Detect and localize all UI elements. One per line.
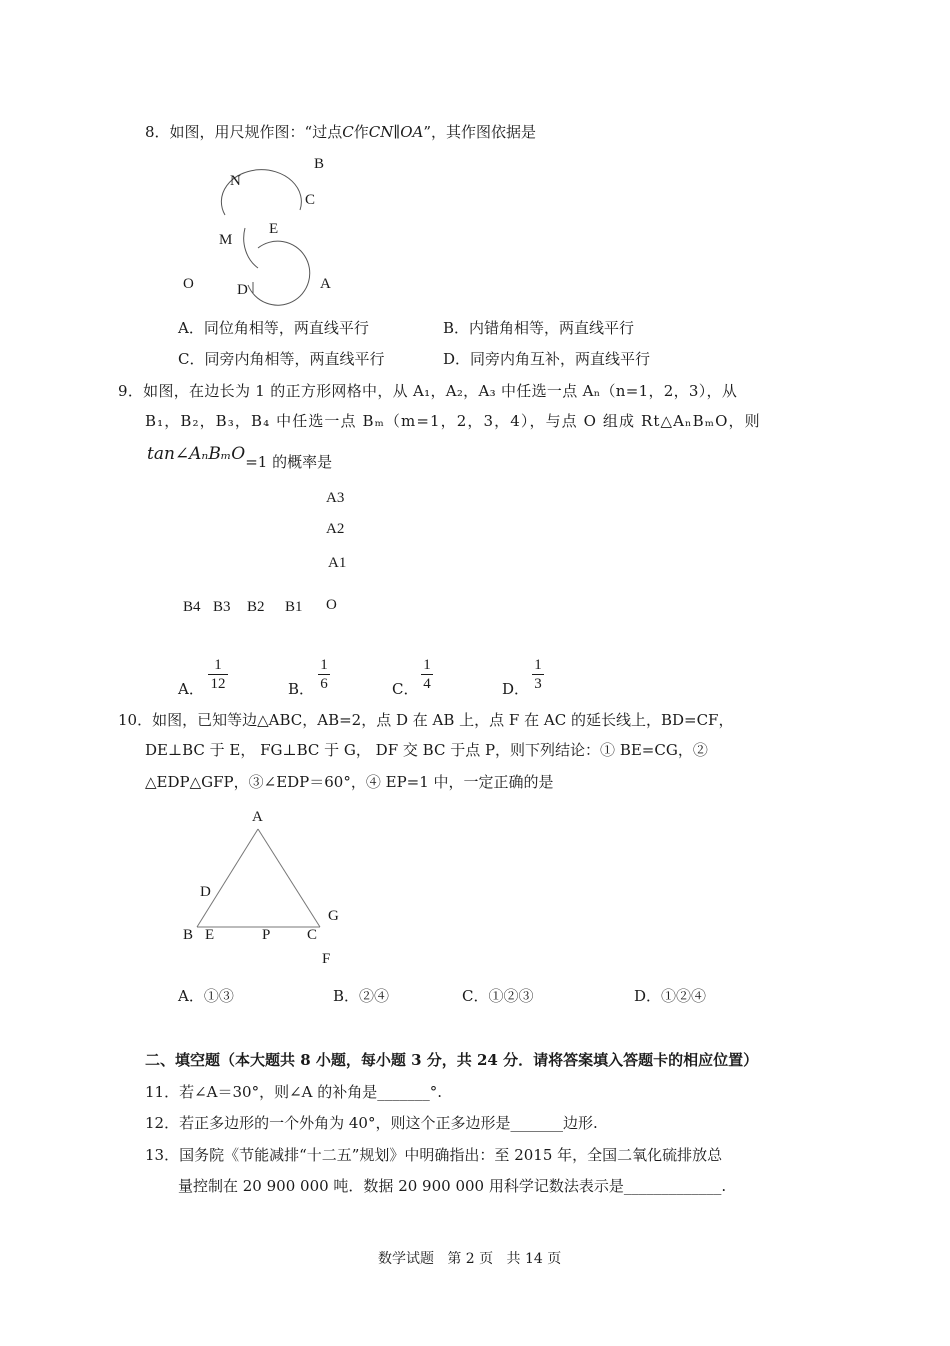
q9-label-A1: A1	[328, 555, 347, 571]
q10-label-D: D	[200, 884, 211, 900]
q8-label-C: C	[305, 192, 316, 208]
q8-option-b: B．内错角相等，两直线平行	[443, 319, 635, 337]
page-footer: 数学试题 第 2 页 共 14 页	[378, 1251, 562, 1267]
section2-heading: 二、填空题（本大题共 8 小题，每小题 3 分，共 24 分．请将答案填入答题卡的相应位置）	[145, 1051, 759, 1069]
q10-label-C: C	[307, 927, 318, 943]
q8-option-d: D．同旁内角互补，两直线平行	[443, 350, 651, 368]
q8-label-A: A	[320, 276, 331, 292]
q11: 11．若∠A＝30°，则∠A 的补角是_______°.	[145, 1083, 443, 1101]
q9-label-B4: B4	[183, 599, 201, 615]
q9-option-b-letter: B．	[288, 680, 315, 698]
q9-option-a-fraction: 1 12	[206, 656, 230, 693]
q10-line3: △EDP△GFP，③∠EDP＝60°，④ EP=1 中，一定正确的是	[145, 773, 554, 791]
q8-label-N: N	[230, 173, 241, 189]
q9-option-d-letter: D．	[502, 680, 530, 698]
q9-option-c-letter: C．	[392, 680, 419, 698]
q8-stem: 8．如图，用尺规作图：“过点C作CN∥OA”，其作图依据是	[145, 123, 537, 141]
q9-line2: B₁，B₂，B₃，B₄ 中任选一点 Bₘ（m=1，2，3，4），与点 O 组成 Rt△AₙBₘO，则	[145, 412, 761, 430]
q9-option-b-fraction: 1 6	[316, 656, 332, 693]
q12: 12．若正多边形的一个外角为 40°，则这个正多边形是_______边形.	[145, 1114, 598, 1132]
q9-label-O: O	[326, 597, 337, 613]
q10-line1: 10．如图，已知等边△ABC，AB=2，点 D 在 AB 上，点 F 在 AC 的延长线上，BD=CF，	[118, 711, 734, 729]
q8-label-M: M	[219, 232, 233, 248]
q10-label-G: G	[328, 908, 339, 924]
q10-label-B: B	[183, 927, 194, 943]
q10-line2: DE⊥BC 于 E， FG⊥BC 于 G， DF 交 BC 于点 P，则下列结论：① BE=CG，②	[145, 741, 708, 759]
q10-option-d: D．①②④	[634, 987, 707, 1005]
q10-label-P: P	[262, 927, 271, 943]
q9-line3: tan∠AₙBₘO=1 的概率是	[147, 444, 333, 471]
q10-side-ac	[258, 829, 320, 927]
q10-side-ab	[197, 829, 258, 927]
q13-line1: 13．国务院《节能减排“十二五”规划》中明确指出：至 2015 年，全国二氧化硫排放总	[145, 1146, 723, 1164]
q9-label-A2: A2	[326, 521, 345, 537]
q10-option-a: A．①③	[178, 987, 234, 1005]
q9-label-B3: B3	[213, 599, 231, 615]
q10-option-c: C．①②③	[462, 987, 534, 1005]
q10-option-b: B．②④	[333, 987, 390, 1005]
q8-option-c: C．同旁内角相等，两直线平行	[178, 350, 385, 368]
q9-option-d-fraction: 1 3	[530, 656, 546, 693]
q9-line1: 9．如图，在边长为 1 的正方形网格中，从 A₁，A₂，A₃ 中任选一点 Aₙ（n=1，2，3），从	[118, 382, 738, 400]
q8-option-a: A．同位角相等，两直线平行	[178, 319, 369, 337]
q8-label-O: O	[183, 276, 194, 292]
q9-option-c-fraction: 1 4	[419, 656, 435, 693]
q8-label-B: B	[314, 156, 325, 172]
q10-label-E: E	[205, 927, 215, 943]
q9-label-B1: B1	[285, 599, 303, 615]
q10-label-A: A	[252, 809, 263, 825]
q9-label-A3: A3	[326, 490, 345, 506]
q8-label-E: E	[269, 221, 279, 237]
q13-line2: 量控制在 20 900 000 吨．数据 20 900 000 用科学记数法表示是_____________.	[178, 1177, 727, 1195]
q8-label-D: D	[237, 282, 248, 298]
q10-label-F: F	[322, 951, 331, 967]
q9-label-B2: B2	[247, 599, 265, 615]
q9-option-a-letter: A．	[178, 680, 204, 698]
